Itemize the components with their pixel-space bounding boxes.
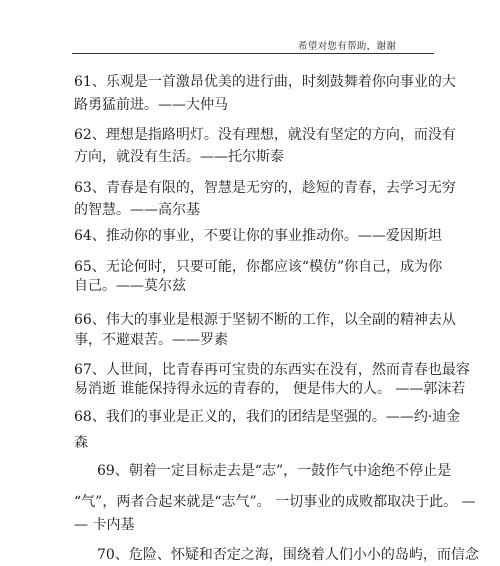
quote-line: 64、推动你的事业，不要让你的事业推动你。——爱因斯坦 bbox=[74, 228, 442, 244]
quote-line: 易消逝 谁能保持得永远的青春的， 便是伟大的人。 ——郭沫若 bbox=[74, 381, 466, 397]
quote-line: — 卡内基 bbox=[74, 517, 135, 533]
header-note: 希望对您有帮助，谢谢 bbox=[298, 41, 397, 52]
quote-line: 森 bbox=[74, 435, 88, 451]
quote-line: 路勇猛前进。——大仲马 bbox=[74, 97, 228, 113]
quote-line: 68、我们的事业是正义的，我们的团结是坚强的。——约·迪金 bbox=[74, 409, 461, 425]
quote-line: 65、无论何时，只要可能，你都应该“模仿”你自己，成为你 bbox=[74, 259, 443, 275]
header-divider bbox=[72, 53, 434, 54]
quote-line: 方向，就没有生活。——托尔斯泰 bbox=[74, 149, 284, 165]
quote-line: “气”，两者合起来就是“志气”。 一切事业的成败都取决于此。 — bbox=[74, 494, 476, 510]
quote-line: 事，不避艰苦。——罗素 bbox=[74, 332, 228, 348]
quote-line: 67、人世间，比青春再可宝贵的东西实在没有，然而青春也最容 bbox=[74, 362, 470, 378]
quote-line: 66、伟大的事业是根源于坚韧不断的工作，以全副的精神去从 bbox=[74, 312, 456, 328]
quote-line: 69、朝着一定目标走去是“志”，一鼓作气中途绝不停止是 bbox=[97, 463, 452, 479]
quote-line: 的智慧。——高尔基 bbox=[74, 202, 200, 218]
quote-line: 63、青春是有限的，智慧是无穷的，趁短的青春，去学习无穷 bbox=[74, 180, 456, 196]
quote-line: 61、乐观是一首激昂优美的进行曲，时刻鼓舞着你向事业的大 bbox=[74, 74, 456, 90]
quote-line: 自己。——莫尔兹 bbox=[74, 278, 186, 294]
quote-line: 70、危险、怀疑和否定之海，围绕着人们小小的岛屿，而信念 bbox=[97, 547, 479, 563]
quote-line: 62、理想是指路明灯。没有理想，就没有坚定的方向，而没有 bbox=[74, 127, 456, 143]
